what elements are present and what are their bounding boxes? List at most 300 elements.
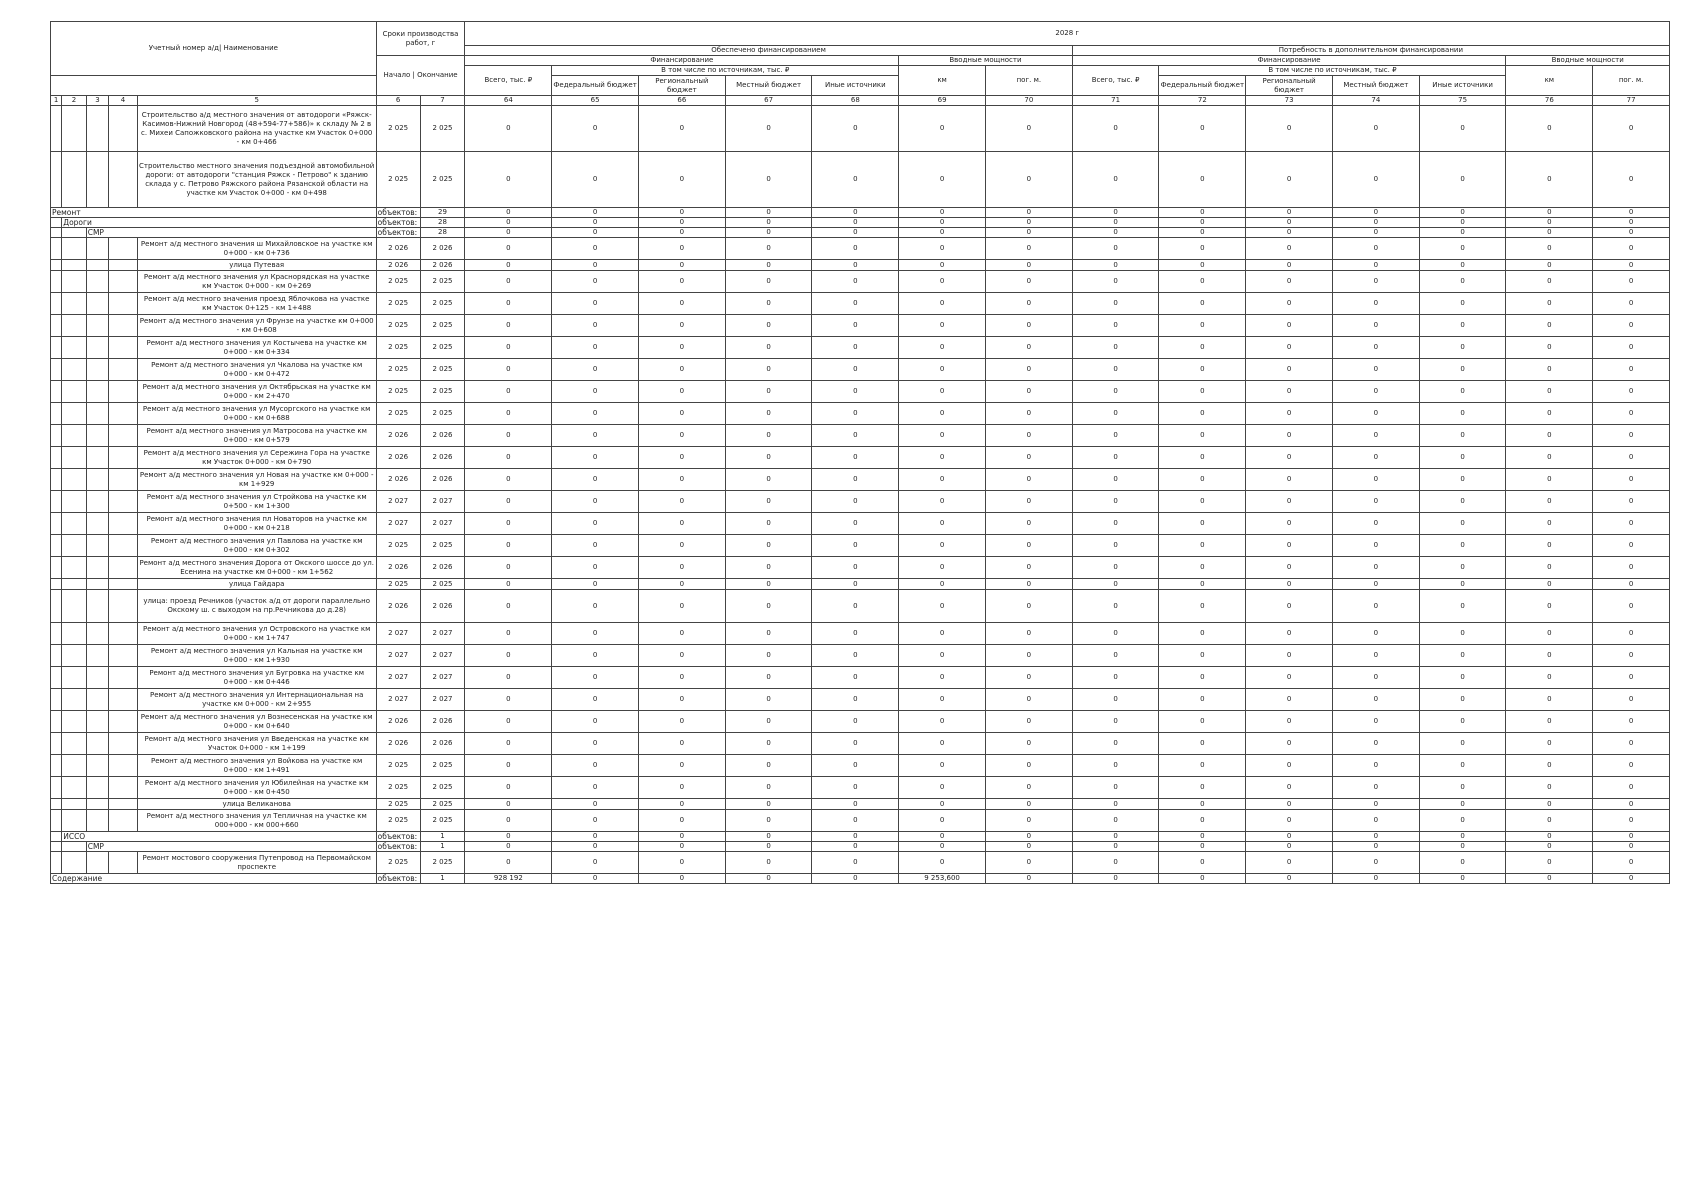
item-name: Ремонт а/д местного значения ул Павлова на участке км 0+000 - км 0+302 xyxy=(137,535,376,557)
value-cell: 0 xyxy=(899,425,986,447)
value-cell: 0 xyxy=(985,403,1072,425)
start-year: 2 026 xyxy=(376,711,420,733)
value-cell: 0 xyxy=(725,623,812,645)
table-row xyxy=(51,260,1670,271)
value-cell: 0 xyxy=(1506,777,1593,799)
value-cell: 0 xyxy=(552,579,639,590)
start-year: 2 026 xyxy=(376,590,420,623)
indent-cell xyxy=(62,852,86,874)
end-year: 2 026 xyxy=(420,557,465,579)
value-cell: 0 xyxy=(1246,810,1333,832)
indent-cell xyxy=(62,260,86,271)
value-cell: 0 xyxy=(1419,260,1506,271)
value-cell: 0 xyxy=(552,535,639,557)
value-cell: 0 xyxy=(638,689,725,711)
indent-cell xyxy=(51,590,62,623)
value-cell: 0 xyxy=(552,337,639,359)
value-cell: 0 xyxy=(1246,208,1333,218)
indent-cell xyxy=(51,645,62,667)
value-cell: 0 xyxy=(1246,491,1333,513)
value-cell: 0 xyxy=(465,711,552,733)
value-cell: 0 xyxy=(465,852,552,874)
indent-cell xyxy=(51,832,62,842)
value-cell: 0 xyxy=(899,579,986,590)
value-cell: 0 xyxy=(812,579,899,590)
value-cell: 0 xyxy=(1159,260,1246,271)
value-cell: 0 xyxy=(1159,403,1246,425)
value-cell: 0 xyxy=(725,228,812,238)
table-row xyxy=(51,810,1670,832)
value-cell: 0 xyxy=(465,271,552,293)
indent-cell xyxy=(62,590,86,623)
value-cell: 0 xyxy=(899,832,986,842)
value-cell: 0 xyxy=(552,711,639,733)
value-cell: 0 xyxy=(1159,689,1246,711)
end-year: 2 027 xyxy=(420,645,465,667)
value-cell: 0 xyxy=(1159,106,1246,152)
value-cell: 0 xyxy=(1332,645,1419,667)
indent-cell xyxy=(62,623,86,645)
end-year: 2 025 xyxy=(420,381,465,403)
start-year: 2 026 xyxy=(376,733,420,755)
value-cell: 0 xyxy=(1072,228,1159,238)
indent-cell xyxy=(86,106,108,152)
column-number: 76 xyxy=(1506,96,1593,106)
value-cell: 0 xyxy=(465,842,552,852)
value-cell: 0 xyxy=(985,810,1072,832)
value-cell: 0 xyxy=(985,447,1072,469)
value-cell: 0 xyxy=(985,590,1072,623)
indent-cell xyxy=(51,623,62,645)
indent-cell xyxy=(86,590,108,623)
indent-cell xyxy=(86,337,108,359)
value-cell: 0 xyxy=(1506,106,1593,152)
value-cell: 0 xyxy=(1506,447,1593,469)
value-cell: 0 xyxy=(899,218,986,228)
value-cell: 0 xyxy=(552,238,639,260)
indent-cell xyxy=(109,152,138,208)
header-financing-1: Финансирование xyxy=(465,56,899,66)
value-cell: 0 xyxy=(1072,403,1159,425)
value-cell: 0 xyxy=(465,106,552,152)
value-cell: 0 xyxy=(725,403,812,425)
end-year: 2 025 xyxy=(420,293,465,315)
value-cell: 0 xyxy=(1506,260,1593,271)
item-name: Ремонт а/д местного значения ул Костычева на участке км 0+000 - км 0+334 xyxy=(137,337,376,359)
table-row xyxy=(51,238,1670,260)
indent-cell xyxy=(86,381,108,403)
value-cell: 0 xyxy=(725,208,812,218)
value-cell: 0 xyxy=(1593,623,1670,645)
value-cell: 0 xyxy=(725,535,812,557)
value-cell: 0 xyxy=(465,425,552,447)
item-name: Ремонт мостового сооружения Путепровод на Первомайском проспекте xyxy=(137,852,376,874)
value-cell: 0 xyxy=(1419,557,1506,579)
value-cell: 0 xyxy=(899,238,986,260)
table-row xyxy=(51,315,1670,337)
value-cell: 0 xyxy=(552,689,639,711)
value-cell: 0 xyxy=(1159,842,1246,852)
value-cell: 0 xyxy=(899,852,986,874)
end-year: 2 027 xyxy=(420,667,465,689)
value-cell: 0 xyxy=(1419,689,1506,711)
indent-cell xyxy=(62,293,86,315)
value-cell: 0 xyxy=(1593,260,1670,271)
value-cell: 0 xyxy=(1332,711,1419,733)
indent-cell xyxy=(86,755,108,777)
value-cell: 0 xyxy=(1593,271,1670,293)
end-year: 2 025 xyxy=(420,403,465,425)
indent-cell xyxy=(51,799,62,810)
value-cell: 0 xyxy=(552,557,639,579)
value-cell: 0 xyxy=(1419,106,1506,152)
header-local-1: Местный бюджет xyxy=(725,76,812,96)
header-by-source-1: В том числе по источникам, тыс. ₽ xyxy=(552,66,899,76)
start-year: 2 025 xyxy=(376,579,420,590)
value-cell: 0 xyxy=(1506,238,1593,260)
value-cell: 0 xyxy=(1332,238,1419,260)
value-cell: 0 xyxy=(725,218,812,228)
indent-cell xyxy=(109,381,138,403)
indent-cell xyxy=(109,711,138,733)
value-cell: 0 xyxy=(1072,623,1159,645)
value-cell: 0 xyxy=(1419,491,1506,513)
value-cell: 0 xyxy=(1506,667,1593,689)
table-row xyxy=(51,513,1670,535)
value-cell: 0 xyxy=(1159,557,1246,579)
item-name: Ремонт а/д местного значения ул Новая на участке км 0+000 - км 1+929 xyxy=(137,469,376,491)
value-cell: 0 xyxy=(1159,152,1246,208)
indent-cell xyxy=(109,777,138,799)
value-cell: 0 xyxy=(812,810,899,832)
value-cell: 0 xyxy=(1419,359,1506,381)
value-cell: 0 xyxy=(899,491,986,513)
indent-cell xyxy=(86,293,108,315)
value-cell: 0 xyxy=(1593,469,1670,491)
value-cell: 0 xyxy=(725,874,812,884)
header-other-1: Иные источники xyxy=(812,76,899,96)
value-cell: 0 xyxy=(1246,447,1333,469)
value-cell: 0 xyxy=(552,842,639,852)
value-cell: 0 xyxy=(1419,425,1506,447)
table-row xyxy=(51,535,1670,557)
group-row xyxy=(51,874,1670,884)
indent-cell xyxy=(62,425,86,447)
value-cell: 0 xyxy=(638,535,725,557)
table-row xyxy=(51,645,1670,667)
indent-cell xyxy=(51,513,62,535)
table-row xyxy=(51,623,1670,645)
value-cell: 0 xyxy=(1159,852,1246,874)
value-cell: 0 xyxy=(899,403,986,425)
indent-cell xyxy=(51,491,62,513)
value-cell: 0 xyxy=(812,218,899,228)
indent-cell xyxy=(86,260,108,271)
object-count: 1 xyxy=(420,842,465,852)
value-cell: 0 xyxy=(812,623,899,645)
table-row xyxy=(51,425,1670,447)
value-cell: 0 xyxy=(1332,832,1419,842)
value-cell: 0 xyxy=(1419,381,1506,403)
value-cell: 0 xyxy=(1159,711,1246,733)
table-row xyxy=(51,689,1670,711)
indent-cell xyxy=(86,623,108,645)
value-cell: 0 xyxy=(1072,810,1159,832)
indent-cell xyxy=(62,403,86,425)
table-row xyxy=(51,447,1670,469)
value-cell: 0 xyxy=(1159,799,1246,810)
value-cell: 0 xyxy=(985,711,1072,733)
value-cell: 0 xyxy=(899,152,986,208)
value-cell: 0 xyxy=(1332,842,1419,852)
header-pog-1: пог. м. xyxy=(985,66,1072,96)
object-count: 28 xyxy=(420,218,465,228)
start-year: 2 026 xyxy=(376,238,420,260)
value-cell: 0 xyxy=(1332,590,1419,623)
value-cell: 0 xyxy=(465,535,552,557)
start-year: 2 026 xyxy=(376,260,420,271)
value-cell: 0 xyxy=(725,293,812,315)
start-year: 2 027 xyxy=(376,623,420,645)
value-cell: 0 xyxy=(812,469,899,491)
indent-cell xyxy=(109,852,138,874)
object-count-label: объектов: xyxy=(376,874,420,884)
value-cell: 0 xyxy=(899,590,986,623)
value-cell: 0 xyxy=(638,711,725,733)
value-cell: 0 xyxy=(1072,152,1159,208)
value-cell: 0 xyxy=(1159,535,1246,557)
value-cell: 0 xyxy=(1593,513,1670,535)
value-cell: 0 xyxy=(1072,842,1159,852)
value-cell: 0 xyxy=(552,733,639,755)
value-cell: 0 xyxy=(1159,755,1246,777)
value-cell: 0 xyxy=(1246,645,1333,667)
value-cell: 0 xyxy=(1159,645,1246,667)
value-cell: 0 xyxy=(725,832,812,842)
start-year: 2 026 xyxy=(376,425,420,447)
value-cell: 0 xyxy=(899,315,986,337)
indent-cell xyxy=(62,238,86,260)
value-cell: 0 xyxy=(1246,874,1333,884)
table-row xyxy=(51,337,1670,359)
start-year: 2 027 xyxy=(376,513,420,535)
value-cell: 0 xyxy=(1072,755,1159,777)
value-cell: 0 xyxy=(1419,733,1506,755)
indent-cell xyxy=(51,852,62,874)
start-year: 2 025 xyxy=(376,337,420,359)
value-cell: 0 xyxy=(985,689,1072,711)
column-number: 7 xyxy=(420,96,465,106)
value-cell: 0 xyxy=(1506,689,1593,711)
value-cell: 0 xyxy=(812,359,899,381)
value-cell: 0 xyxy=(899,842,986,852)
value-cell: 0 xyxy=(1072,590,1159,623)
value-cell: 0 xyxy=(465,403,552,425)
value-cell: 0 xyxy=(812,645,899,667)
value-cell: 0 xyxy=(1332,810,1419,832)
value-cell: 0 xyxy=(1159,238,1246,260)
value-cell: 0 xyxy=(1506,513,1593,535)
value-cell: 0 xyxy=(1246,469,1333,491)
value-cell: 0 xyxy=(1506,645,1593,667)
start-year: 2 025 xyxy=(376,535,420,557)
indent-cell xyxy=(109,271,138,293)
item-name: Ремонт а/д местного значения ул Кальная на участке км 0+000 - км 1+930 xyxy=(137,645,376,667)
value-cell: 0 xyxy=(638,337,725,359)
value-cell: 0 xyxy=(1332,491,1419,513)
value-cell: 0 xyxy=(1072,208,1159,218)
value-cell: 0 xyxy=(638,271,725,293)
value-cell: 0 xyxy=(552,359,639,381)
indent-cell xyxy=(51,557,62,579)
indent-cell xyxy=(86,315,108,337)
object-count: 1 xyxy=(420,832,465,842)
value-cell: 0 xyxy=(812,777,899,799)
value-cell: 0 xyxy=(465,590,552,623)
value-cell: 0 xyxy=(552,469,639,491)
value-cell: 0 xyxy=(725,447,812,469)
value-cell: 0 xyxy=(985,425,1072,447)
value-cell: 0 xyxy=(552,874,639,884)
value-cell: 0 xyxy=(1246,579,1333,590)
value-cell: 0 xyxy=(725,755,812,777)
value-cell: 0 xyxy=(812,842,899,852)
value-cell: 0 xyxy=(552,293,639,315)
value-cell: 0 xyxy=(985,842,1072,852)
value-cell: 0 xyxy=(1159,623,1246,645)
item-name: Строительство местного значения подъездной автомобильной дороги: от автодороги "станция Ряжск - Петрово" к зданию склада у с. Петрово Ряжского района Рязанской области на участке км Участок 0+000 - км 0+498 xyxy=(137,152,376,208)
indent-cell xyxy=(86,271,108,293)
indent-cell xyxy=(109,689,138,711)
value-cell: 0 xyxy=(725,337,812,359)
value-cell: 0 xyxy=(1419,315,1506,337)
value-cell: 0 xyxy=(465,799,552,810)
value-cell: 0 xyxy=(1072,852,1159,874)
value-cell: 0 xyxy=(899,447,986,469)
value-cell: 0 xyxy=(1072,218,1159,228)
indent-cell xyxy=(109,238,138,260)
value-cell: 0 xyxy=(1593,810,1670,832)
indent-cell xyxy=(109,469,138,491)
indent-cell xyxy=(86,799,108,810)
value-cell: 0 xyxy=(1506,218,1593,228)
value-cell: 0 xyxy=(1419,293,1506,315)
value-cell: 0 xyxy=(465,315,552,337)
value-cell: 0 xyxy=(1246,689,1333,711)
value-cell: 0 xyxy=(725,733,812,755)
column-number: 71 xyxy=(1072,96,1159,106)
header-year: 2028 г xyxy=(465,22,1670,46)
column-number: 64 xyxy=(465,96,552,106)
value-cell: 0 xyxy=(552,425,639,447)
value-cell: 0 xyxy=(1159,777,1246,799)
column-number: 72 xyxy=(1159,96,1246,106)
indent-cell xyxy=(109,579,138,590)
column-number: 4 xyxy=(109,96,138,106)
indent-cell xyxy=(109,403,138,425)
value-cell: 0 xyxy=(1246,293,1333,315)
value-cell: 0 xyxy=(1072,106,1159,152)
header-start-end: Начало | Окончание xyxy=(376,56,465,96)
start-year: 2 027 xyxy=(376,667,420,689)
indent-cell xyxy=(109,755,138,777)
value-cell: 0 xyxy=(725,590,812,623)
value-cell: 0 xyxy=(899,711,986,733)
value-cell: 0 xyxy=(465,832,552,842)
indent-cell xyxy=(86,535,108,557)
indent-cell xyxy=(62,491,86,513)
item-name: Ремонт а/д местного значения ул Островского на участке км 0+000 - км 1+747 xyxy=(137,623,376,645)
header-pog-2: пог. м. xyxy=(1593,66,1670,96)
value-cell: 0 xyxy=(1593,874,1670,884)
value-cell: 0 xyxy=(1419,590,1506,623)
indent-cell xyxy=(109,557,138,579)
value-cell: 0 xyxy=(1506,152,1593,208)
value-cell: 0 xyxy=(899,810,986,832)
indent-cell xyxy=(62,513,86,535)
value-cell: 0 xyxy=(1072,293,1159,315)
value-cell: 0 xyxy=(1332,667,1419,689)
value-cell: 0 xyxy=(1419,218,1506,228)
value-cell: 0 xyxy=(1593,425,1670,447)
indent-cell xyxy=(86,733,108,755)
value-cell: 0 xyxy=(1593,491,1670,513)
value-cell: 0 xyxy=(1506,469,1593,491)
value-cell: 0 xyxy=(1072,315,1159,337)
value-cell: 0 xyxy=(552,777,639,799)
start-year: 2 025 xyxy=(376,852,420,874)
indent-cell xyxy=(51,228,62,238)
header-total-2: Всего, тыс. ₽ xyxy=(1072,66,1159,96)
value-cell: 0 xyxy=(985,535,1072,557)
value-cell: 0 xyxy=(812,271,899,293)
value-cell: 0 xyxy=(1246,152,1333,208)
group-row xyxy=(51,228,1670,238)
group-label: Дороги xyxy=(62,218,376,228)
header-name-spacer xyxy=(51,76,377,96)
group-label: Содержание xyxy=(51,874,377,884)
value-cell: 0 xyxy=(812,238,899,260)
value-cell: 0 xyxy=(899,106,986,152)
value-cell: 0 xyxy=(1506,810,1593,832)
value-cell: 0 xyxy=(1419,711,1506,733)
value-cell: 0 xyxy=(1419,623,1506,645)
header-secured: Обеспечено финансированием xyxy=(465,46,1072,56)
value-cell: 0 xyxy=(465,491,552,513)
value-cell: 0 xyxy=(812,491,899,513)
value-cell: 0 xyxy=(1332,425,1419,447)
end-year: 2 025 xyxy=(420,579,465,590)
value-cell: 0 xyxy=(465,152,552,208)
end-year: 2 025 xyxy=(420,852,465,874)
indent-cell xyxy=(109,535,138,557)
value-cell: 0 xyxy=(1506,557,1593,579)
value-cell: 0 xyxy=(1593,381,1670,403)
value-cell: 0 xyxy=(1332,293,1419,315)
value-cell: 0 xyxy=(899,755,986,777)
value-cell: 0 xyxy=(638,874,725,884)
end-year: 2 026 xyxy=(420,469,465,491)
value-cell: 0 xyxy=(552,152,639,208)
value-cell: 0 xyxy=(1506,491,1593,513)
value-cell: 0 xyxy=(1506,579,1593,590)
value-cell: 0 xyxy=(1332,623,1419,645)
value-cell: 0 xyxy=(812,152,899,208)
column-number: 69 xyxy=(899,96,986,106)
value-cell: 0 xyxy=(812,755,899,777)
value-cell: 0 xyxy=(1419,513,1506,535)
value-cell: 0 xyxy=(725,852,812,874)
